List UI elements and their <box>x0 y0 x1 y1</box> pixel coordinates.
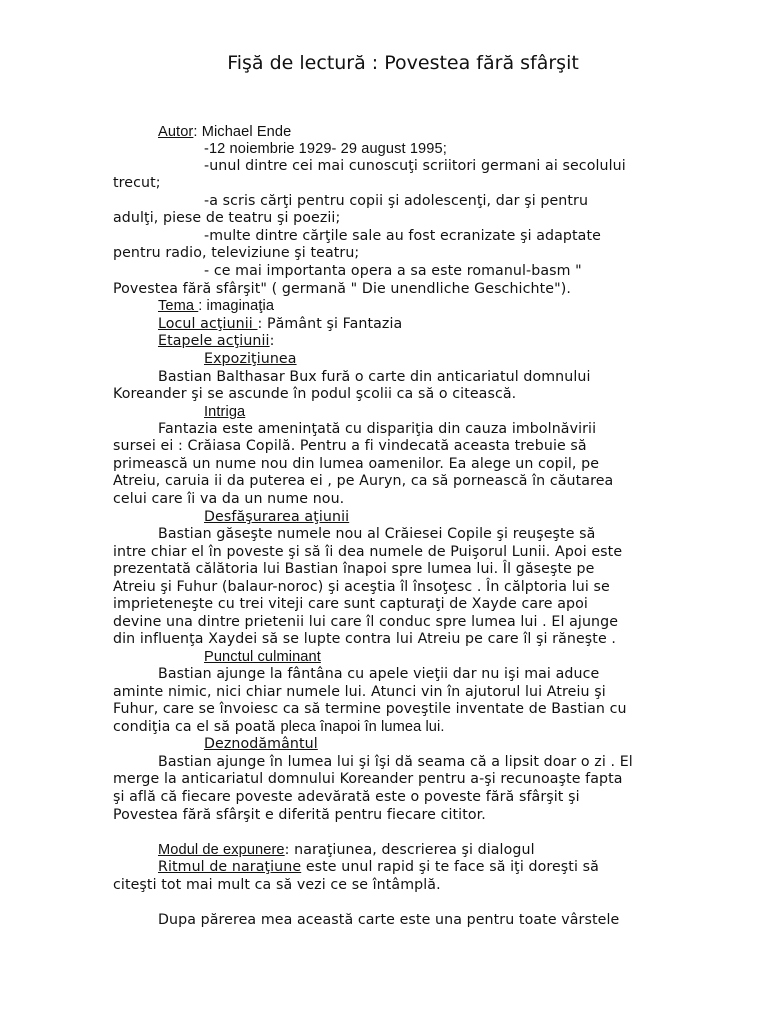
intrigue-line-4: Atreiu, caruia ii da puterea ei , pe Auryn, ca să pornească în căutarea <box>113 473 614 489</box>
author-fact-3b: pentru radio, televiziune şi teatru; <box>113 245 360 261</box>
opinion-line: Dupa părerea mea această carte este una pentru toate vârstele <box>158 912 620 928</box>
author-fact-4a: - ce mai importanta opera a sa este romanul-basm " <box>204 263 582 279</box>
climax-line-4b: pleca înapoi în lumea lui. <box>280 719 445 735</box>
place-label: Locul acţiunii <box>158 316 258 332</box>
rhythm-value: este unul rapid şi te face să iţi doreşti să <box>301 859 599 875</box>
theme-line <box>158 298 718 315</box>
author-line <box>158 124 718 141</box>
ending-heading: Deznodământul <box>204 736 318 752</box>
mode-line <box>158 842 718 859</box>
author-fact-2b: adulţi, piese de teatru şi poezii; <box>113 210 341 226</box>
intrigue-line-1: Fantazia este ameninţată cu dispariţia din cauza imbolnăvirii <box>158 421 597 437</box>
development-line-3: prezentată călătoria lui Bastian înapoi spre lumea lui. Îl găseşte pe <box>113 561 595 577</box>
rhythm-line <box>158 859 718 876</box>
intrigue-line-3: primească un nume nou din lumea oamenilor. Ea alege un copil, pe <box>113 456 600 472</box>
development-line-1: Bastian găseşte numele nou al Crăiesei Copile şi reuşeşte să <box>158 526 596 542</box>
climax-line-1: Bastian ajunge la fântâna cu apele vieţii dar nu işi mai aduce <box>158 666 600 682</box>
development-line-6: devine una dintre prietenii lui care îl conduc spre lumea lui . El ajunge <box>113 614 619 630</box>
mode-label: Modul de expunere <box>158 842 285 858</box>
page-title: Fişă de lectură : Povestea fără sfârşit <box>227 52 579 74</box>
author-name: : Michael Ende <box>193 124 292 140</box>
place-line <box>158 316 718 333</box>
author-fact-4b: Povestea fără sfârşit" ( germană " Die unendliche Geschichte"). <box>113 281 571 297</box>
rhythm-label: Ritmul de naraţiune <box>158 859 302 875</box>
author-fact-2a: -a scris cărţi pentru copii şi adolescenţi, dar şi pentru <box>204 193 589 209</box>
climax-line-2: aminte nimic, nici chiar numele lui. Atunci vin în ajutorul lui Atreiu şi <box>113 684 606 700</box>
climax-line-4a: condiţia ca el să poată <box>113 719 281 735</box>
theme-label: Tema <box>158 298 199 314</box>
development-line-5: imprieteneşte cu trei viteji care sunt capturaţi de Xayde care apoi <box>113 596 588 612</box>
ending-line-4: Povestea fără sfârşit e diferită pentru fiecare cititor. <box>113 807 486 823</box>
development-heading: Desfăşurarea aţiunii <box>204 509 350 525</box>
exposition-line-2: Koreander şi se ascunde în podul şcolii ca să o citească. <box>113 386 517 402</box>
intrigue-line-5: celui care îi va da un nume nou. <box>113 491 345 507</box>
climax-line-4 <box>113 719 673 736</box>
stages-label: Etapele acţiunii <box>158 333 270 349</box>
ending-line-2: merge la anticariatul domnului Koreander pentru a-şi recunoaşte fapta <box>113 771 623 787</box>
rhythm-line-2: citeşti tot mai mult ca să vezi ce se întâmplă. <box>113 877 441 893</box>
author-fact-3a: -multe dintre cărţile sale au fost ecranizate şi adaptate <box>204 228 601 244</box>
mode-value: : naraţiunea, descrierea şi dialogul <box>284 842 535 858</box>
author-fact-1a: -unul dintre cei mai cunoscuţi scriitori germani ai secolului <box>204 158 626 174</box>
theme-value: : imaginaţia <box>198 298 275 314</box>
development-line-7: din influenţa Xaydei să se lupte contra lui Atreiu pe care îl şi răneşte . <box>113 631 617 647</box>
stages-line <box>158 333 718 350</box>
intrigue-line-2: sursei ei : Crăiasa Copilă. Pentru a fi vindecată aceasta trebuie să <box>113 438 587 454</box>
author-dates: -12 noiembrie 1929- 29 august 1995; <box>204 141 447 157</box>
author-fact-1b: trecut; <box>113 175 161 191</box>
exposition-heading: Expoziţiunea <box>204 351 297 367</box>
climax-heading: Punctul culminant <box>204 649 321 665</box>
author-label: Autor <box>158 124 194 140</box>
ending-line-1: Bastian ajunge în lumea lui şi îşi dă seama că a lipsit doar o zi . El <box>158 754 633 770</box>
development-line-4: Atreiu şi Fuhur (balaur-noroc) şi aceştia îl însoţesc . În călptoria lui se <box>113 579 610 595</box>
intrigue-heading: Intriga <box>204 404 246 420</box>
place-value: : Pământ şi Fantazia <box>257 316 403 332</box>
exposition-line-1: Bastian Balthasar Bux fură o carte din anticariatul domnului <box>158 369 591 385</box>
ending-line-3: şi află că fiecare poveste adevărată este o poveste fără sfârşit şi <box>113 789 580 805</box>
climax-line-3: Fuhur, care se învoiesc ca să termine poveştile inventate de Bastian cu <box>113 701 627 717</box>
development-line-2: intre chiar el în poveste şi să îi dea numele de Puişorul Lunii. Apoi este <box>113 544 623 560</box>
stages-colon: : <box>269 333 275 349</box>
